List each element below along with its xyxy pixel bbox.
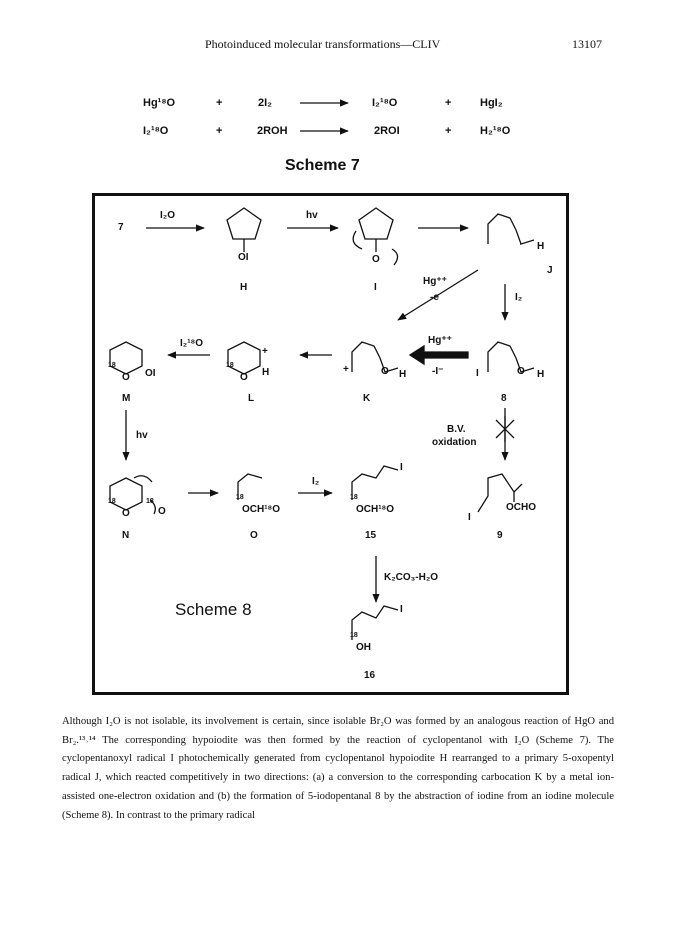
reagent-i2-bottom: I₂ bbox=[312, 476, 320, 487]
scheme8-title: Scheme 8 bbox=[175, 600, 252, 619]
compound-label-h: H bbox=[240, 282, 248, 293]
atom-o-n2: O bbox=[158, 506, 166, 517]
eq1-reactant1: Hg¹⁸O bbox=[143, 97, 176, 109]
eq2-plus1: + bbox=[216, 125, 223, 137]
atom-18-n-a: 18 bbox=[108, 498, 116, 505]
atom-och-15: OCH¹⁸O bbox=[356, 504, 395, 515]
eq2-product1: 2ROI bbox=[374, 125, 400, 137]
atom-och-o: OCH¹⁸O bbox=[242, 504, 281, 515]
atom-i-16: I bbox=[400, 604, 403, 615]
eq1-plus1: + bbox=[216, 97, 223, 109]
page-number: 13107 bbox=[572, 37, 602, 51]
compound-label-15: 15 bbox=[365, 530, 377, 541]
reagent-bv2: oxidation bbox=[432, 437, 477, 448]
atom-18-l: 18 bbox=[226, 362, 234, 369]
atom-o-k: O bbox=[381, 366, 389, 377]
compound-label-m: M bbox=[122, 393, 131, 404]
atom-18-15: 18 bbox=[350, 494, 358, 501]
atom-18-m: 18 bbox=[108, 362, 116, 369]
compound-label-o: O bbox=[250, 530, 258, 541]
reagent-minus-i: -I⁻ bbox=[432, 366, 444, 377]
atom-18-16: 18 bbox=[350, 632, 358, 639]
eq2-product2: H₂¹⁸O bbox=[480, 125, 511, 137]
eq2-reactant2: 2ROH bbox=[257, 125, 288, 137]
compound-label-7: 7 bbox=[118, 222, 124, 233]
atom-i-8: I bbox=[476, 368, 479, 379]
atom-plus-l: + bbox=[262, 346, 268, 357]
running-title: Photoinduced molecular transformations—CLIV bbox=[205, 37, 441, 51]
compound-label-i: I bbox=[374, 282, 377, 293]
reagent-i2-right: I₂ bbox=[515, 292, 523, 303]
reagent-i2o: I₂O bbox=[160, 210, 175, 221]
atom-ocho-9: OCHO bbox=[506, 502, 536, 513]
atom-h-8: H bbox=[537, 369, 545, 380]
scheme8-frame bbox=[92, 193, 569, 695]
atom-18-n-b: 18 bbox=[146, 498, 154, 505]
atom-plus-k: + bbox=[343, 364, 349, 375]
atom-oi-h: OI bbox=[238, 252, 249, 263]
reagent-hv1: hv bbox=[306, 210, 318, 221]
atom-i-9: I bbox=[468, 512, 471, 523]
atom-o-n: O bbox=[122, 508, 130, 519]
atom-oh-16: OH bbox=[356, 642, 371, 653]
compound-label-16: 16 bbox=[364, 670, 376, 681]
eq1-product2: HgI₂ bbox=[480, 97, 503, 109]
compound-label-8: 8 bbox=[501, 393, 507, 404]
reagent-minus-e: -e bbox=[430, 292, 439, 303]
compound-label-k: K bbox=[363, 393, 371, 404]
reagent-i2-18o: I₂¹⁸O bbox=[180, 338, 204, 349]
atom-o-i: O bbox=[372, 254, 380, 265]
reagent-hv2: hv bbox=[136, 430, 148, 441]
reagent-hg-top: Hg⁺⁺ bbox=[423, 276, 447, 287]
compound-label-9: 9 bbox=[497, 530, 503, 541]
eq1-plus2: + bbox=[445, 97, 452, 109]
compound-label-n: N bbox=[122, 530, 130, 541]
body-paragraph bbox=[62, 713, 614, 825]
atom-i-15: I bbox=[400, 462, 403, 473]
atom-h-l: H bbox=[262, 367, 270, 378]
compound-label-l: L bbox=[248, 393, 255, 404]
reagent-bv1: B.V. bbox=[447, 424, 466, 435]
atom-o-m: O bbox=[122, 372, 130, 383]
eq2-reactant1: I₂¹⁸O bbox=[143, 125, 169, 137]
atom-o-l: O bbox=[240, 372, 248, 383]
atom-18-o: 18 bbox=[236, 494, 244, 501]
atom-o-8: O bbox=[517, 366, 525, 377]
scheme7-title: Scheme 7 bbox=[285, 157, 360, 174]
reagent-hg-mid: Hg⁺⁺ bbox=[428, 335, 452, 346]
eq1-product1: I₂¹⁸O bbox=[372, 97, 398, 109]
atom-h-k: H bbox=[399, 369, 407, 380]
reagent-k2co3: K₂CO₃-H₂O bbox=[384, 572, 439, 583]
atom-oi-m: OI bbox=[145, 368, 156, 379]
compound-label-j: J bbox=[547, 265, 553, 276]
body-paragraph-text: Although I₂O is not isolable, its involvement is certain, since isolable Br₂O was formed by an analogous reaction of HgO and Br₂.¹³˒¹⁴ The corresponding hypoiodite was then formed by the reaction of cyclopentanol with I₂O (Scheme 7). The cyclopentanoxyl radical I photochemically generated from cyclopentanol hypoiodite H rearranged to a primary 5-oxopentyl radical J, which reacted competitively in two directions: (a) a conversion to the corresponding carbocation K by a metal ion-assisted one-electron oxidation and (b) the formation of 5-iodopentanal 8 by the abstraction of iodine from an iodine molecule (Scheme 8). In contrast to the primary radical bbox=[62, 716, 614, 821]
eq1-reactant2: 2I₂ bbox=[258, 97, 273, 109]
atom-h-j: H bbox=[537, 241, 545, 252]
eq2-plus2: + bbox=[445, 125, 452, 137]
